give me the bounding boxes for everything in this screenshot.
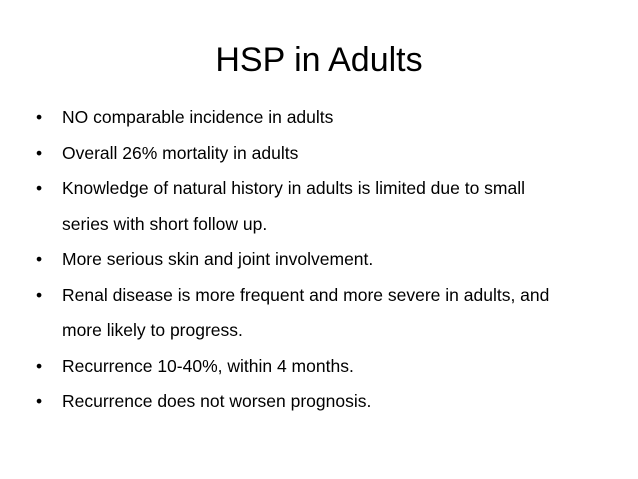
bullet-text: More serious skin and joint involvement. <box>62 249 374 269</box>
bullet-item <box>36 136 616 172</box>
bullet-item <box>36 242 616 278</box>
bullet-icon: • <box>36 142 43 163</box>
bullet-text: Renal disease is more frequent and more severe in adults, and <box>62 284 550 305</box>
bullet-text: Recurrence 10-40%, within 4 months. <box>62 355 354 376</box>
bullet-item <box>36 278 616 349</box>
bullet-text: Overall 26% mortality in adults <box>62 142 299 163</box>
bullet-item <box>36 100 616 136</box>
bullet-icon: • <box>36 391 43 411</box>
bullet-icon: • <box>36 284 43 305</box>
bullet-icon: • <box>36 355 43 376</box>
slide-title: HSP in Adults <box>215 41 423 79</box>
bullet-icon: • <box>36 249 43 269</box>
bullet-item <box>36 349 616 385</box>
bullet-icon: • <box>36 107 43 127</box>
bullet-icon: • <box>36 178 43 198</box>
bullet-list <box>36 100 616 420</box>
bullet-text: NO comparable incidence in adults <box>62 107 334 127</box>
bullet-text: Recurrence does not worsen prognosis. <box>62 391 372 411</box>
bullet-item <box>36 384 616 420</box>
bullet-text-continuation: more likely to progress. <box>62 320 243 340</box>
bullet-text: Knowledge of natural history in adults is limited due to small <box>62 178 526 198</box>
bullet-text-continuation: series with short follow up. <box>62 213 268 234</box>
bullet-item <box>36 171 616 242</box>
